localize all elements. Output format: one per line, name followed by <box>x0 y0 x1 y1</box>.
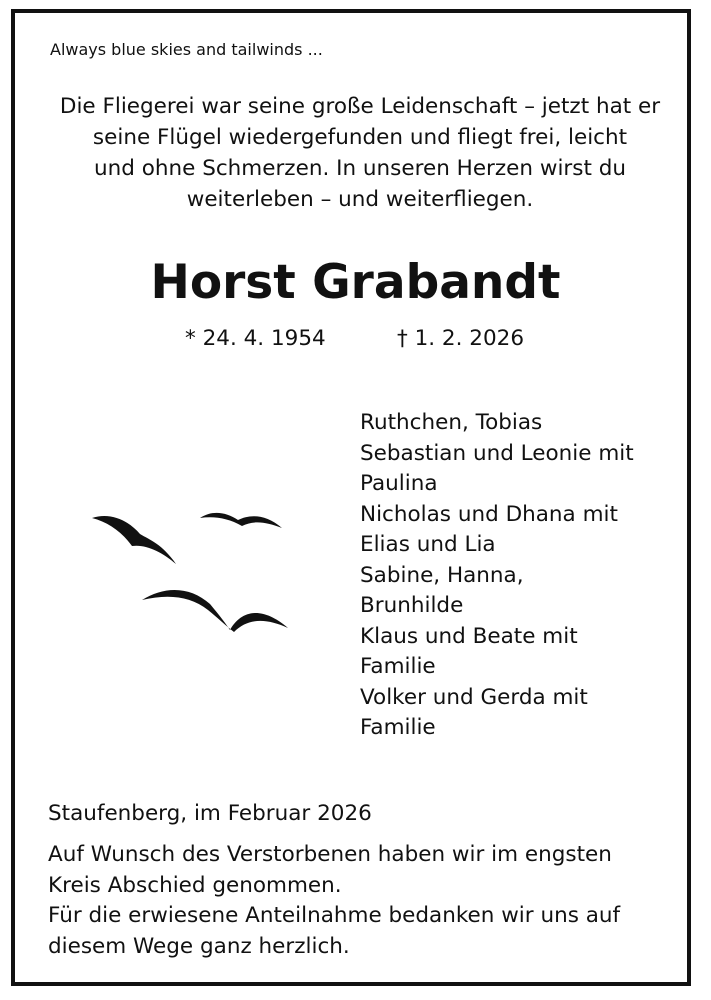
deceased-name: Horst Grabandt <box>150 255 561 310</box>
bird-icon <box>142 590 288 632</box>
motto-text: Always blue skies and tailwinds ... <box>50 40 323 59</box>
mourner-line: Familie <box>360 654 436 679</box>
death-date: † 1. 2. 2026 <box>397 326 524 351</box>
birth-date: * 24. 4. 1954 <box>185 326 326 351</box>
mourner-line: Elias und Lia <box>360 532 496 557</box>
mourner-line: Familie <box>360 715 436 740</box>
verse-line: Die Fliegerei war seine große Leidenschaft – jetzt hat er <box>59 94 661 119</box>
bird-icon <box>200 513 282 528</box>
mourner-line: Sebastian und Leonie mit <box>360 440 634 466</box>
verse-block <box>40 91 680 215</box>
mourner-line: Brunhilde <box>360 593 464 618</box>
notice-line: Für die erwiesene Anteilnahme bedanken wir uns auf <box>48 903 621 928</box>
mourners-list <box>360 408 634 744</box>
bird-icon <box>92 516 176 564</box>
verse-line: weiterleben – und weiterfliegen. <box>186 187 534 212</box>
mourner-line: Ruthchen, Tobias <box>360 410 543 435</box>
place-date: Staufenberg, im Februar 2026 <box>48 801 372 826</box>
notice-line: Auf Wunsch des Verstorbenen haben wir im engsten <box>48 842 612 867</box>
mourner-line: Klaus und Beate mit <box>360 623 578 649</box>
mourner-line: Nicholas und Dhana mit <box>360 501 618 527</box>
funeral-notice <box>48 840 620 962</box>
mourner-line: Sabine, Hanna, <box>360 562 524 588</box>
notice-line: Kreis Abschied genommen. <box>48 872 342 898</box>
birds-illustration <box>88 500 298 640</box>
mourner-line: Paulina <box>360 471 438 496</box>
verse-line: seine Flügel wiedergefunden und fliegt frei, leicht <box>92 125 628 150</box>
notice-line: diesem Wege ganz herzlich. <box>48 933 350 959</box>
verse-line: und ohne Schmerzen. In unseren Herzen wirst du <box>94 156 626 181</box>
mourner-line: Volker und Gerda mit <box>360 684 588 710</box>
